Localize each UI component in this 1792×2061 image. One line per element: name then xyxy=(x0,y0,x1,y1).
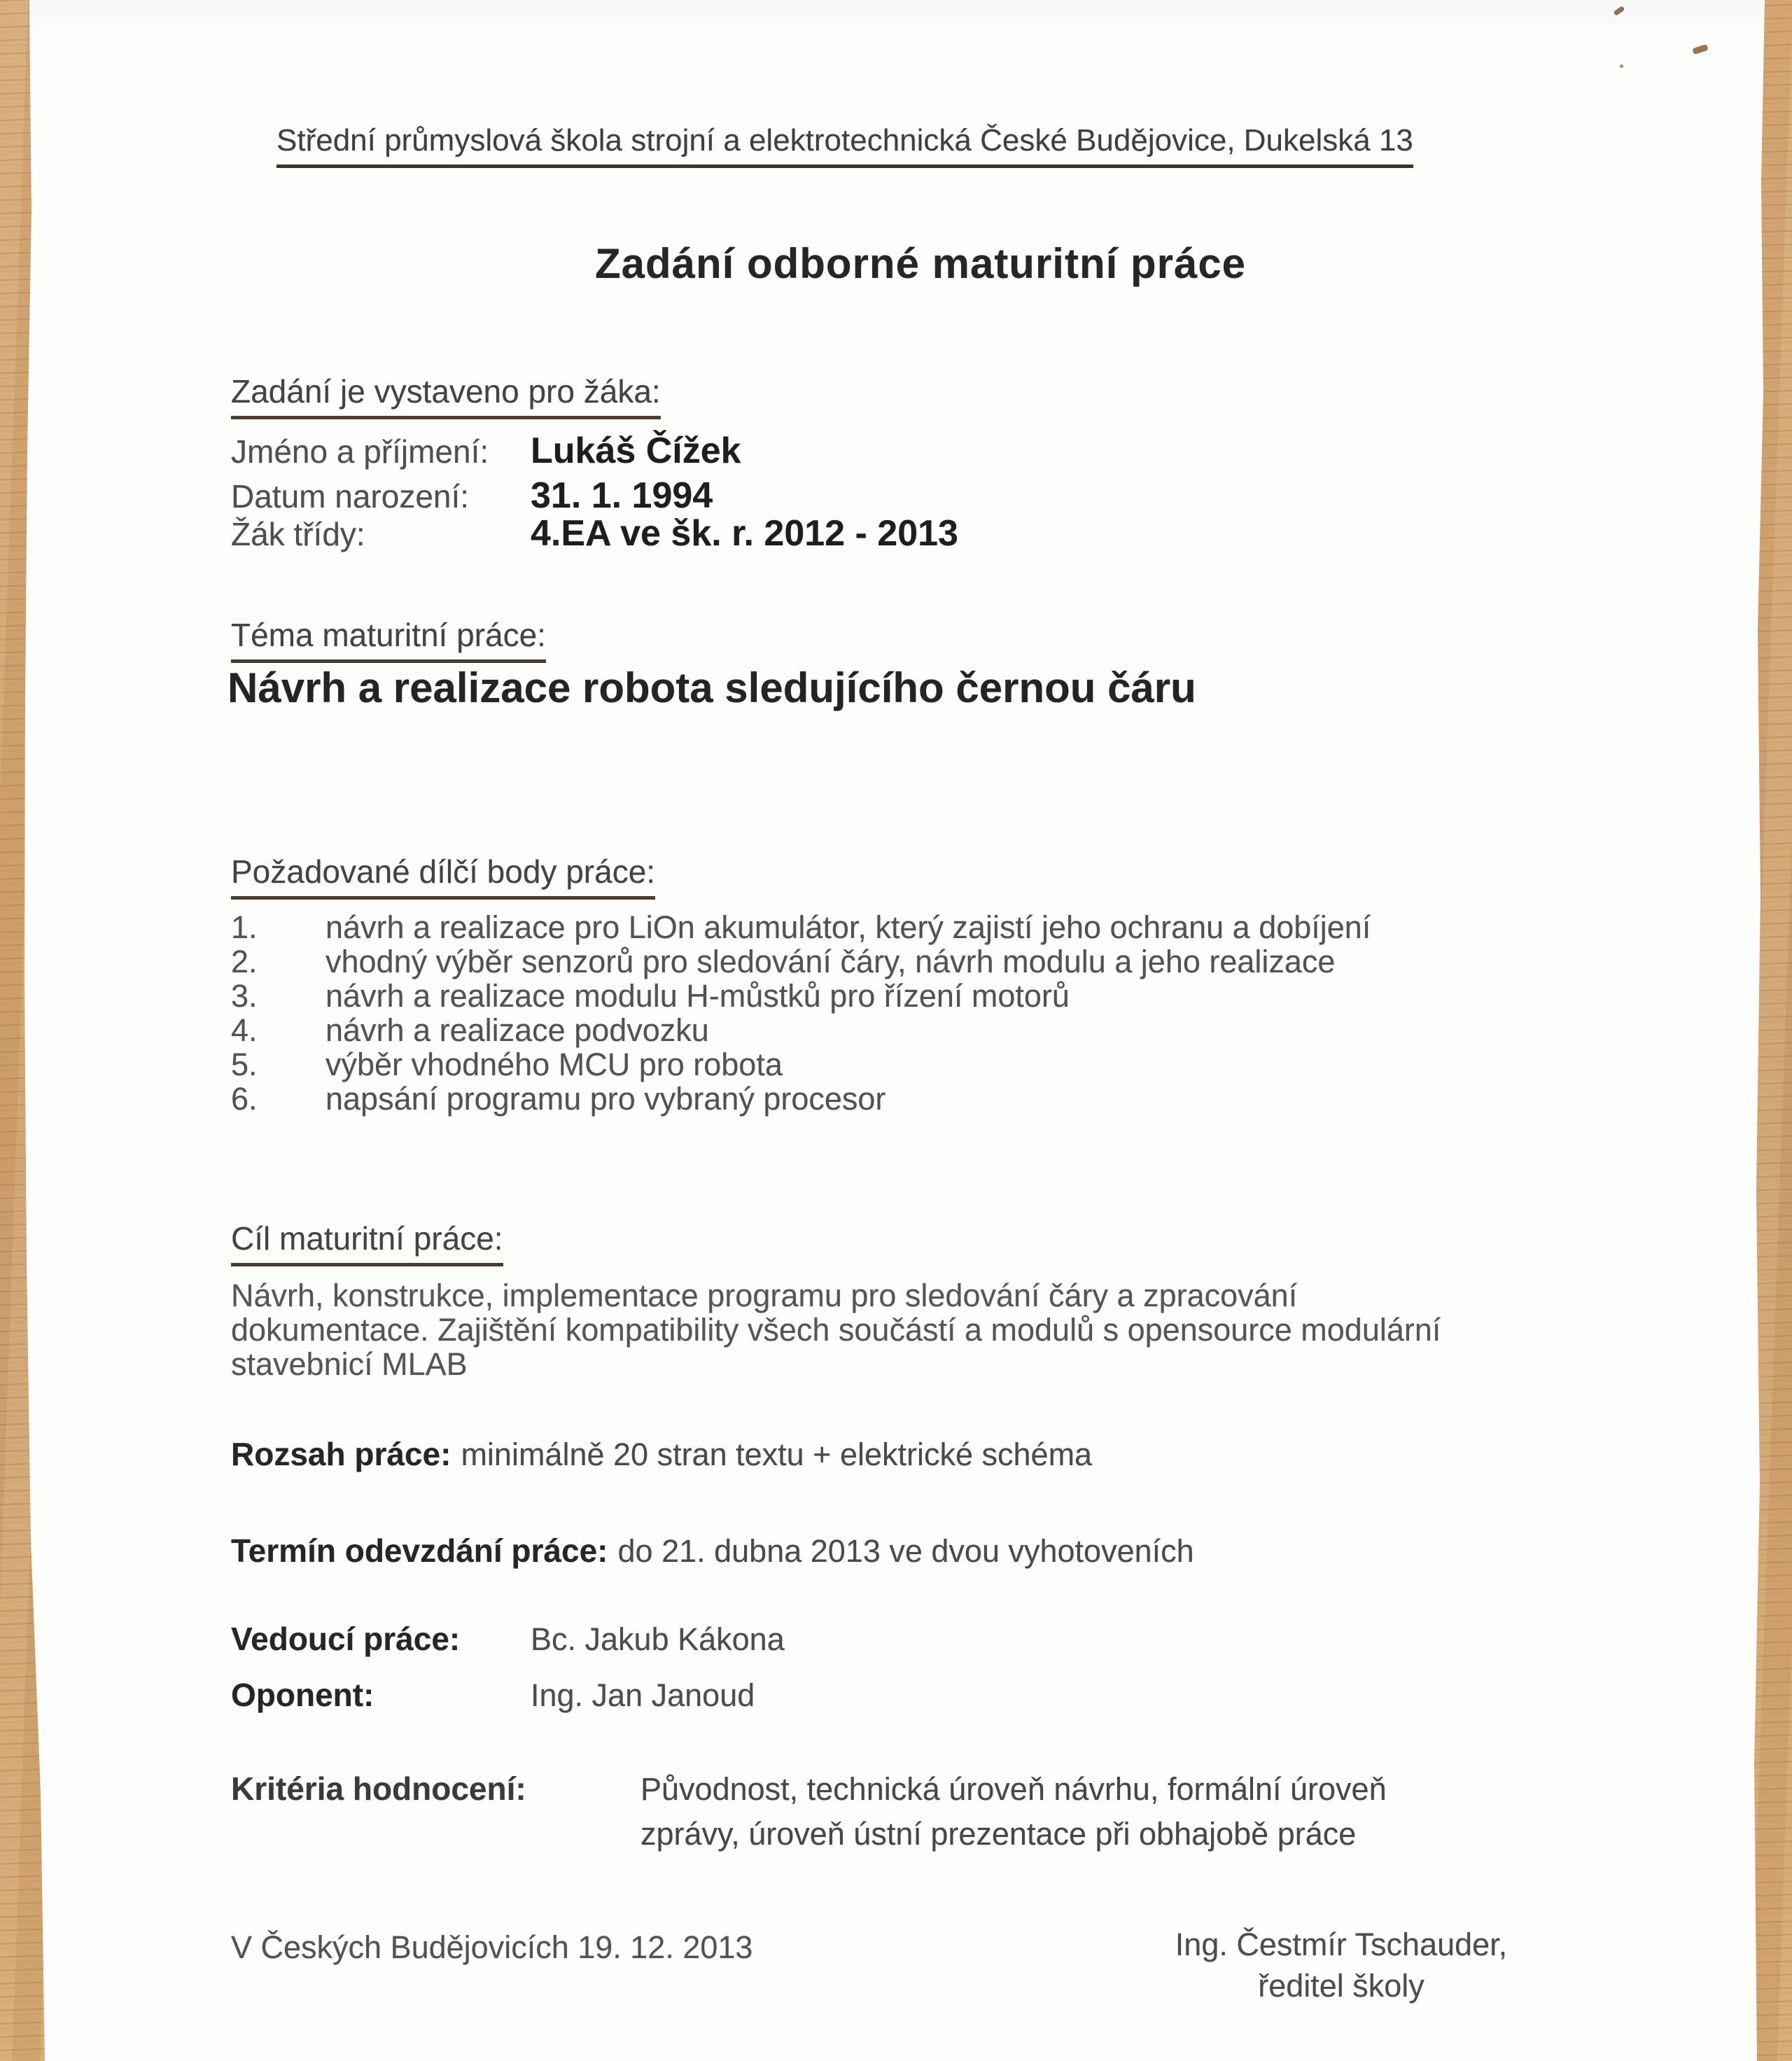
school-header: Střední průmyslová škola strojní a elektrotechnická České Budějovice, Dukelská 13 xyxy=(276,123,1413,168)
requirements-section-heading: Požadované dílčí body práce: xyxy=(231,853,655,900)
scope-label: Rozsah práce: xyxy=(231,1436,451,1472)
opponent-row xyxy=(231,1676,755,1714)
place-and-date: V Českých Budějovicích 19. 12. 2013 xyxy=(231,1929,753,1965)
requirement-number: 5. xyxy=(231,1047,258,1082)
requirements-list xyxy=(231,910,1371,1116)
requirement-text: vhodný výběr senzorů pro sledování čáry, návrh modulu a jeho realizace xyxy=(326,944,1336,979)
student-section-heading: Zadání je vystaveno pro žáka: xyxy=(231,372,661,419)
student-name-value: Lukáš Čížek xyxy=(531,431,741,471)
requirement-number: 1. xyxy=(231,909,258,945)
goal-paragraph-line: stavebnicí MLAB xyxy=(231,1346,468,1382)
requirement-number: 2. xyxy=(231,944,258,979)
criteria-value-line: zprávy, úroveň ústní prezentace při obhajobě práce xyxy=(640,1816,1357,1852)
student-name-row xyxy=(231,430,741,472)
requirement-text: návrh a realizace pro LiOn akumulátor, který zajistí jeho ochranu a dobíjení xyxy=(326,909,1371,945)
requirement-number: 3. xyxy=(231,978,258,1014)
requirement-item xyxy=(231,1013,1371,1047)
requirement-item xyxy=(231,910,1371,944)
topic-section-heading: Téma maturitní práce: xyxy=(231,616,546,663)
requirement-text: návrh a realizace modulu H-můstků pro řízení motorů xyxy=(326,978,1070,1014)
student-class-value: 4.EA ve šk. r. 2012 - 2013 xyxy=(531,513,958,554)
document-title: Zadání odborné maturitní práce xyxy=(594,240,1247,287)
supervisor-row xyxy=(231,1620,785,1658)
requirement-item xyxy=(231,1047,1371,1082)
requirement-item xyxy=(231,1082,1371,1116)
paper-speck xyxy=(1620,64,1623,68)
goal-section-heading: Cíl maturitní práce: xyxy=(231,1220,503,1266)
goal-paragraph-line: dokumentace. Zajištění kompatibility všech součástí a modulů s opensource modulární xyxy=(231,1312,1441,1348)
requirement-text: napsání programu pro vybraný procesor xyxy=(326,1081,886,1117)
criteria-value xyxy=(640,1767,1387,1857)
signer-name: Ing. Čestmír Tschauder, xyxy=(1175,1927,1508,1962)
criteria-label: Kritéria hodnocení: xyxy=(231,1770,526,1807)
requirement-item xyxy=(231,944,1371,979)
requirement-text: návrh a realizace podvozku xyxy=(326,1012,709,1048)
student-birthdate-value: 31. 1. 1994 xyxy=(531,475,713,516)
signature-block xyxy=(1089,1924,1593,2006)
scope-value: minimálně 20 stran textu + elektrické schéma xyxy=(461,1437,1093,1472)
student-birthdate-row xyxy=(231,475,713,517)
requirement-number: 4. xyxy=(231,1012,258,1048)
student-class-row xyxy=(231,512,958,554)
deadline-value: do 21. dubna 2013 ve dvou vyhotoveních xyxy=(617,1533,1194,1569)
signer-role: ředitel školy xyxy=(1258,1968,1424,2004)
opponent-value: Ing. Jan Janoud xyxy=(531,1677,755,1713)
deadline-label: Termín odevzdání práce: xyxy=(231,1532,608,1569)
goal-paragraph-line: Návrh, konstrukce, implementace programu pro sledování čáry a zpracování xyxy=(231,1278,1298,1313)
student-name-label: Jméno a příjmení: xyxy=(231,433,489,470)
goal-paragraph xyxy=(231,1278,1441,1381)
thesis-topic-title: Návrh a realizace robota sledujícího černou čáru xyxy=(227,664,1196,711)
scope-row xyxy=(231,1435,1092,1473)
student-birthdate-label: Datum narození: xyxy=(231,478,470,515)
criteria-value-line: Původnost, technická úroveň návrhu, formální úroveň xyxy=(640,1771,1387,1807)
supervisor-value: Bc. Jakub Kákona xyxy=(531,1621,785,1657)
requirement-item xyxy=(231,979,1371,1013)
requirement-number: 6. xyxy=(231,1081,258,1117)
student-class-label: Žák třídy: xyxy=(231,516,365,552)
requirement-text: výběr vhodného MCU pro robota xyxy=(326,1047,783,1082)
deadline-row xyxy=(231,1532,1194,1570)
supervisor-label: Vedoucí práce: xyxy=(231,1621,461,1657)
opponent-label: Oponent: xyxy=(231,1677,374,1713)
